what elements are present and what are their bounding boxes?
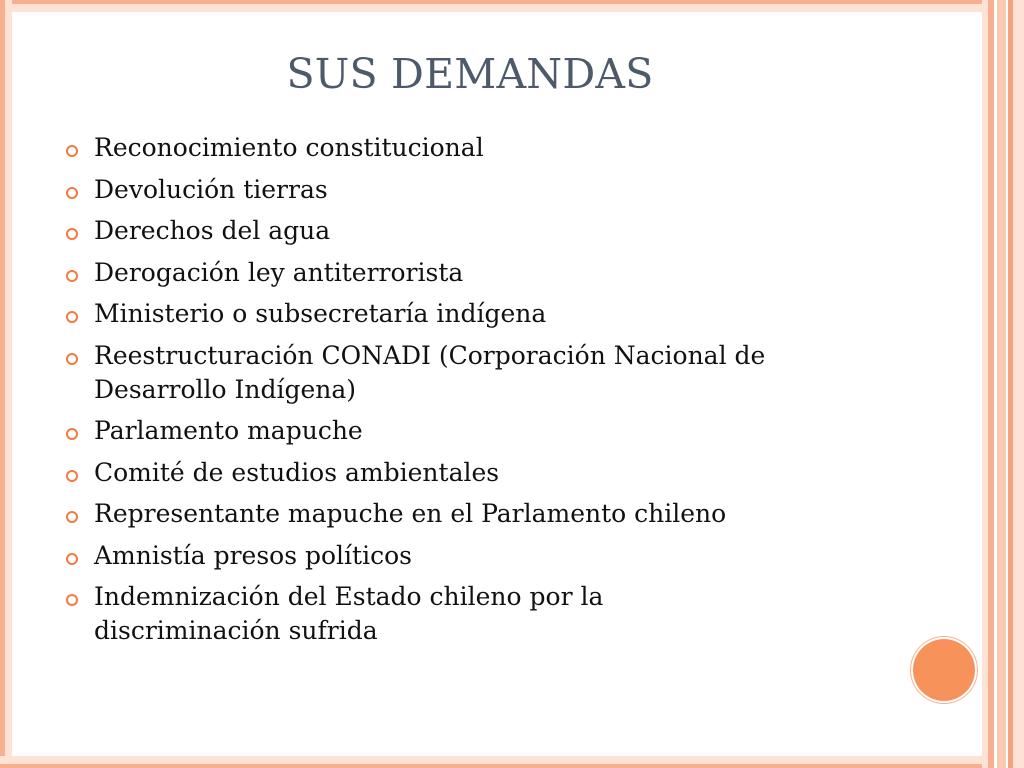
ring-bullet-icon — [66, 470, 78, 482]
bullet-text-continuation: Desarrollo Indígena) — [94, 374, 357, 404]
ring-bullet-icon — [66, 270, 78, 282]
list-item — [66, 131, 926, 165]
bullet-text: Representante mapuche en el Parlamento chileno — [94, 499, 727, 528]
list-item — [66, 297, 926, 331]
list-item — [66, 256, 926, 290]
bullet-text: Reestructuración CONADI (Corporación Nacional de — [94, 340, 766, 370]
bullet-text: Derechos del agua — [94, 216, 331, 245]
list-item — [66, 414, 926, 448]
slide-border-bottom — [0, 756, 1024, 768]
bullet-text: Devolución tierras — [94, 174, 328, 204]
ring-bullet-icon — [66, 187, 78, 199]
slide-border-right — [982, 0, 1024, 768]
list-item — [66, 580, 926, 648]
ring-bullet-icon — [66, 428, 78, 440]
slide-title: SUS DEMANDAS — [286, 50, 654, 98]
list-item — [66, 173, 926, 207]
ring-bullet-icon — [66, 553, 78, 565]
bullet-text: Ministerio o subsecretaría indígena — [94, 299, 547, 328]
bullet-list — [66, 131, 926, 656]
list-item — [66, 539, 926, 573]
slide-border-top — [0, 0, 1024, 12]
ring-bullet-icon — [66, 353, 78, 365]
list-item — [66, 214, 926, 248]
bullet-text: Indemnización del Estado chileno por la — [94, 582, 604, 611]
ring-bullet-icon — [66, 228, 78, 240]
bullet-text: Parlamento mapuche — [94, 416, 363, 445]
bullet-text: Comité de estudios ambientales — [94, 457, 500, 487]
ring-bullet-icon — [66, 511, 78, 523]
list-item — [66, 456, 926, 490]
bullet-text: Derogación ley antiterrorista — [94, 257, 464, 287]
slide-border-left — [0, 0, 12, 768]
bullet-text: Reconocimiento constitucional — [94, 133, 484, 162]
list-item — [66, 339, 926, 407]
bullet-text: Amnistía presos políticos — [94, 540, 412, 570]
ring-bullet-icon — [66, 594, 78, 606]
bullet-text-continuation: discriminación sufrida — [94, 616, 378, 645]
ring-bullet-icon — [66, 145, 78, 157]
orange-circle-icon — [913, 639, 975, 701]
ring-bullet-icon — [66, 311, 78, 323]
list-item — [66, 497, 926, 531]
